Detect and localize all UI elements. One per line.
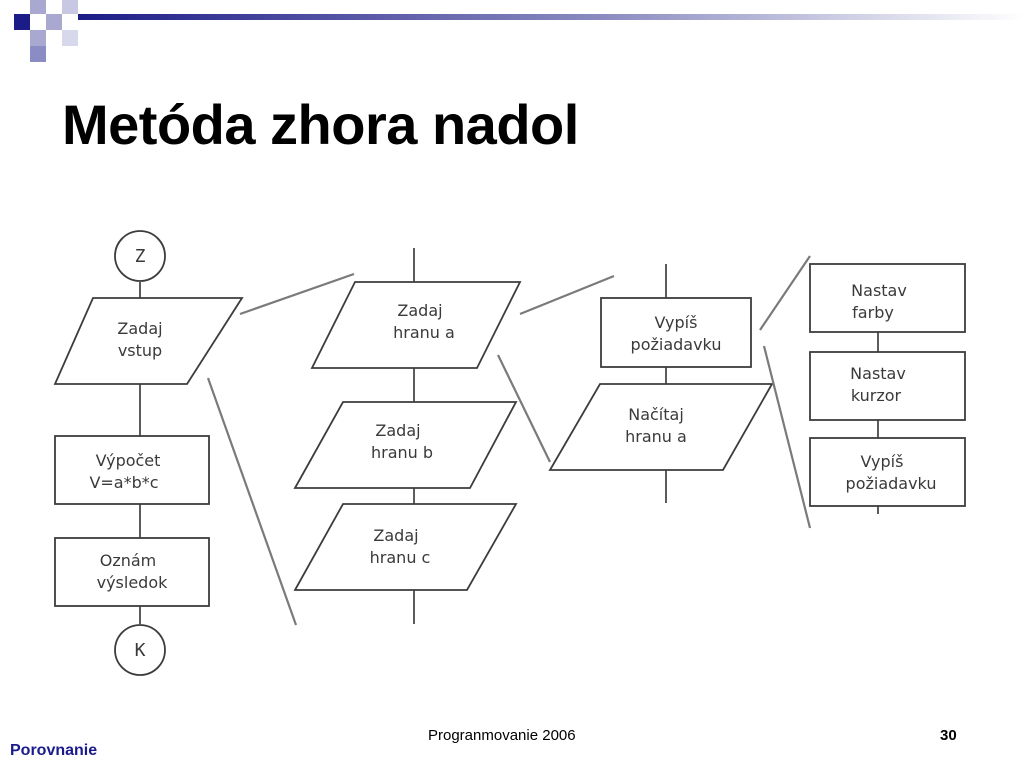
node-label: hranu a — [625, 427, 687, 446]
expansion-line — [760, 256, 810, 330]
start-node — [115, 231, 165, 281]
input-node-hranu-c — [295, 504, 516, 590]
slide-number: 30 — [940, 727, 957, 744]
node-label: hranu a — [393, 323, 455, 342]
node-label: požiadavku — [845, 474, 937, 493]
node-label: hranu c — [369, 548, 431, 567]
node-label: Nastav — [851, 281, 907, 300]
input-node-hranu-b — [295, 402, 516, 488]
node-label: Nastav — [850, 364, 906, 383]
node-label: V=a*b*c — [89, 473, 159, 492]
process-node-vypocet — [55, 436, 209, 504]
expansion-line — [520, 276, 614, 314]
expansion-line — [240, 274, 354, 314]
slide-title: Metóda zhora nadol — [62, 93, 579, 156]
node-label: Zadaj — [375, 421, 421, 440]
process-node-vypis-poziadavku-2 — [810, 438, 965, 506]
node-label: požiadavku — [630, 335, 722, 354]
node-label: Výpočet — [95, 451, 161, 470]
process-node-vypis-poziadavku — [601, 298, 751, 367]
expansion-line — [208, 378, 296, 625]
footer-section: Porovnanie — [10, 742, 98, 759]
process-node-nastav-farby — [810, 264, 965, 332]
input-node-nacitaj-hranu-a — [550, 384, 772, 470]
node-label: Vypíš — [860, 452, 904, 471]
input-node-vstup — [55, 298, 242, 384]
end-node — [115, 625, 165, 675]
expansion-line — [764, 346, 810, 528]
node-label: vstup — [117, 341, 163, 360]
end-label: K — [134, 640, 146, 661]
start-label: Z — [134, 246, 146, 267]
node-label: Zadaj — [373, 526, 419, 545]
process-node-nastav-kurzor — [810, 352, 965, 420]
process-node-oznam — [55, 538, 209, 606]
node-label: Vypíš — [654, 313, 698, 332]
node-label: farby — [852, 303, 894, 322]
node-label: Oznám — [99, 551, 157, 570]
node-label: výsledok — [96, 573, 168, 592]
node-label: hranu b — [370, 443, 434, 462]
node-label: kurzor — [850, 386, 902, 405]
input-node-hranu-a — [312, 282, 520, 368]
node-label: Zadaj — [397, 301, 443, 320]
node-label: Načítaj — [628, 405, 684, 424]
footer-course: Progranmovanie 2006 — [428, 727, 576, 744]
node-label: Zadaj — [117, 319, 163, 338]
